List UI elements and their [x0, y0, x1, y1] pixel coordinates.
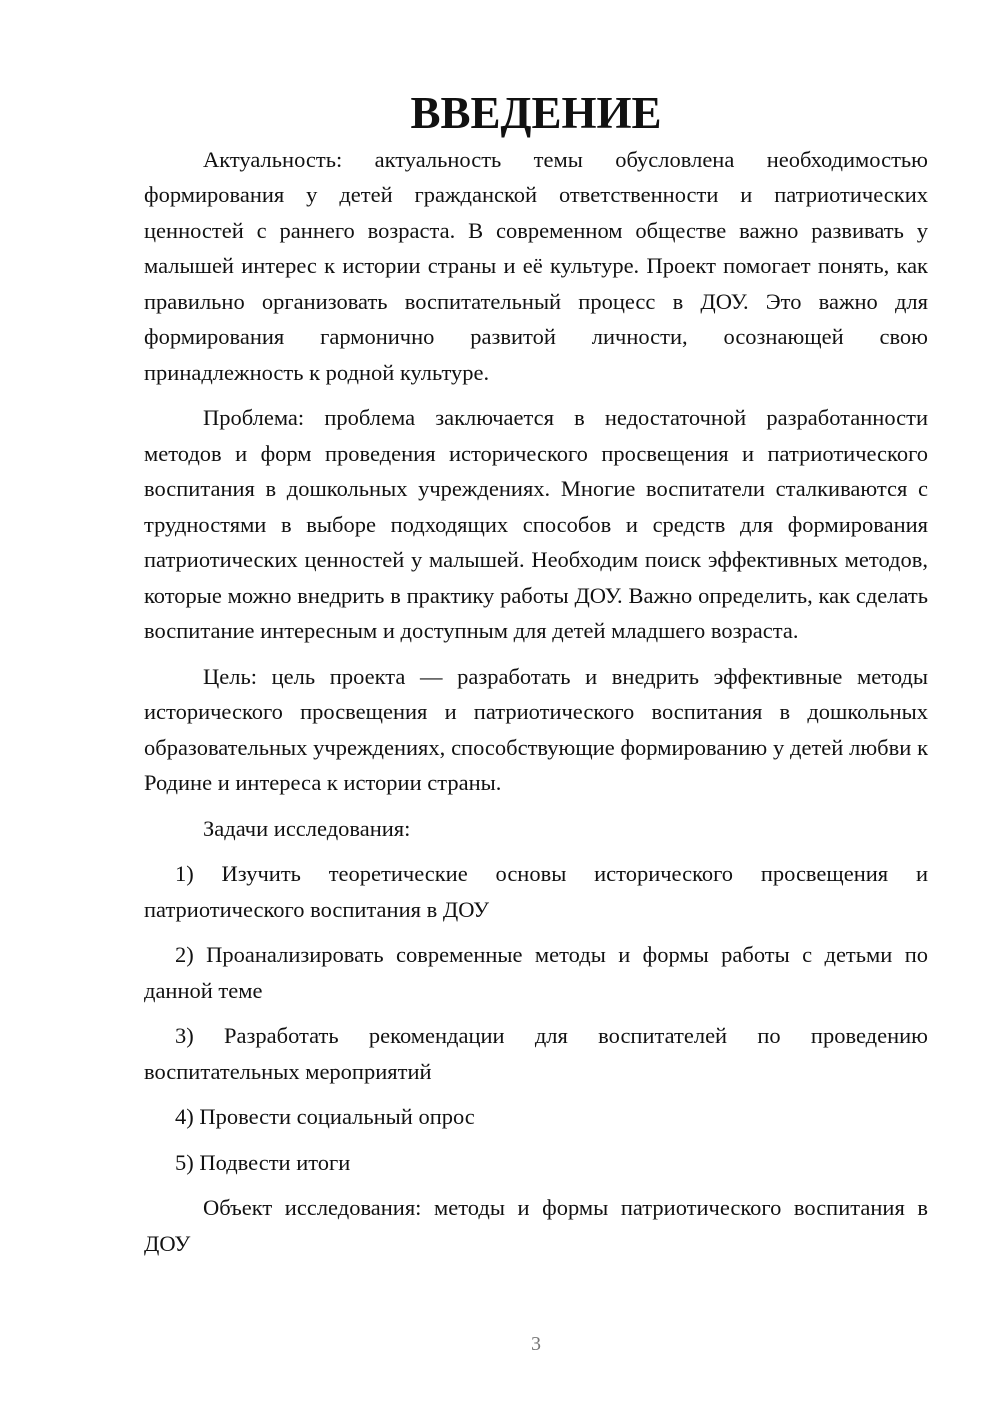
task-item: 4) Провести социальный опрос — [175, 1104, 475, 1129]
object-paragraph: Объект исследования: методы и формы патриотического воспитания в ДОУ — [144, 1195, 928, 1256]
relevance-paragraph: Актуальность: актуальность темы обусловлена необходимостью формирования у детей гражданской ответственности и патриотических ценностей с раннего возраста. В современном обществе важно развивать у малышей интерес к истории страны и её культуре. Проект помогает понять, как правильно организовать воспитательный процесс в ДОУ. Это важно для формирования гармонично развитой личности, осознающей свою принадлежность к родной культуре. — [144, 146, 928, 385]
tasks-heading: Задачи исследования: — [203, 815, 411, 841]
task-item: 2) Проанализировать современные методы и формы работы с детьми по данной теме — [144, 942, 928, 1003]
task-item: 1) Изучить теоретические основы исторического просвещения и патриотического воспитания в ДОУ — [144, 861, 928, 922]
page-number: 3 — [531, 1333, 541, 1355]
tasks-list — [144, 856, 928, 1180]
goal-paragraph: Цель: цель проекта — разработать и внедрить эффективные методы исторического просвещения и патриотического воспитания в дошкольных образовательных учреждениях, способствующие формированию у детей любви к Родине и интереса к истории страны. — [144, 663, 928, 795]
document-page — [144, 88, 928, 1271]
problem-paragraph: Проблема: проблема заключается в недостаточной разработанности методов и форм проведения исторического просвещения и патриотического воспитания в дошкольных учреждениях. Многие воспитатели сталкиваются с трудностями в выборе подходящих способов и средств для формирования патриотических ценностей у малышей. Необходим поиск эффективных методов, которые можно внедрить в практику работы ДОУ. Важно определить, как сделать воспитание интересным и доступным для детей младшего возраста. — [144, 405, 928, 643]
page-title: ВВЕДЕНИЕ — [410, 88, 662, 138]
task-item: 5) Подвести итоги — [175, 1149, 351, 1175]
task-item: 3) Разработать рекомендации для воспитателей по проведению воспитательных мероприятий — [144, 1023, 928, 1084]
